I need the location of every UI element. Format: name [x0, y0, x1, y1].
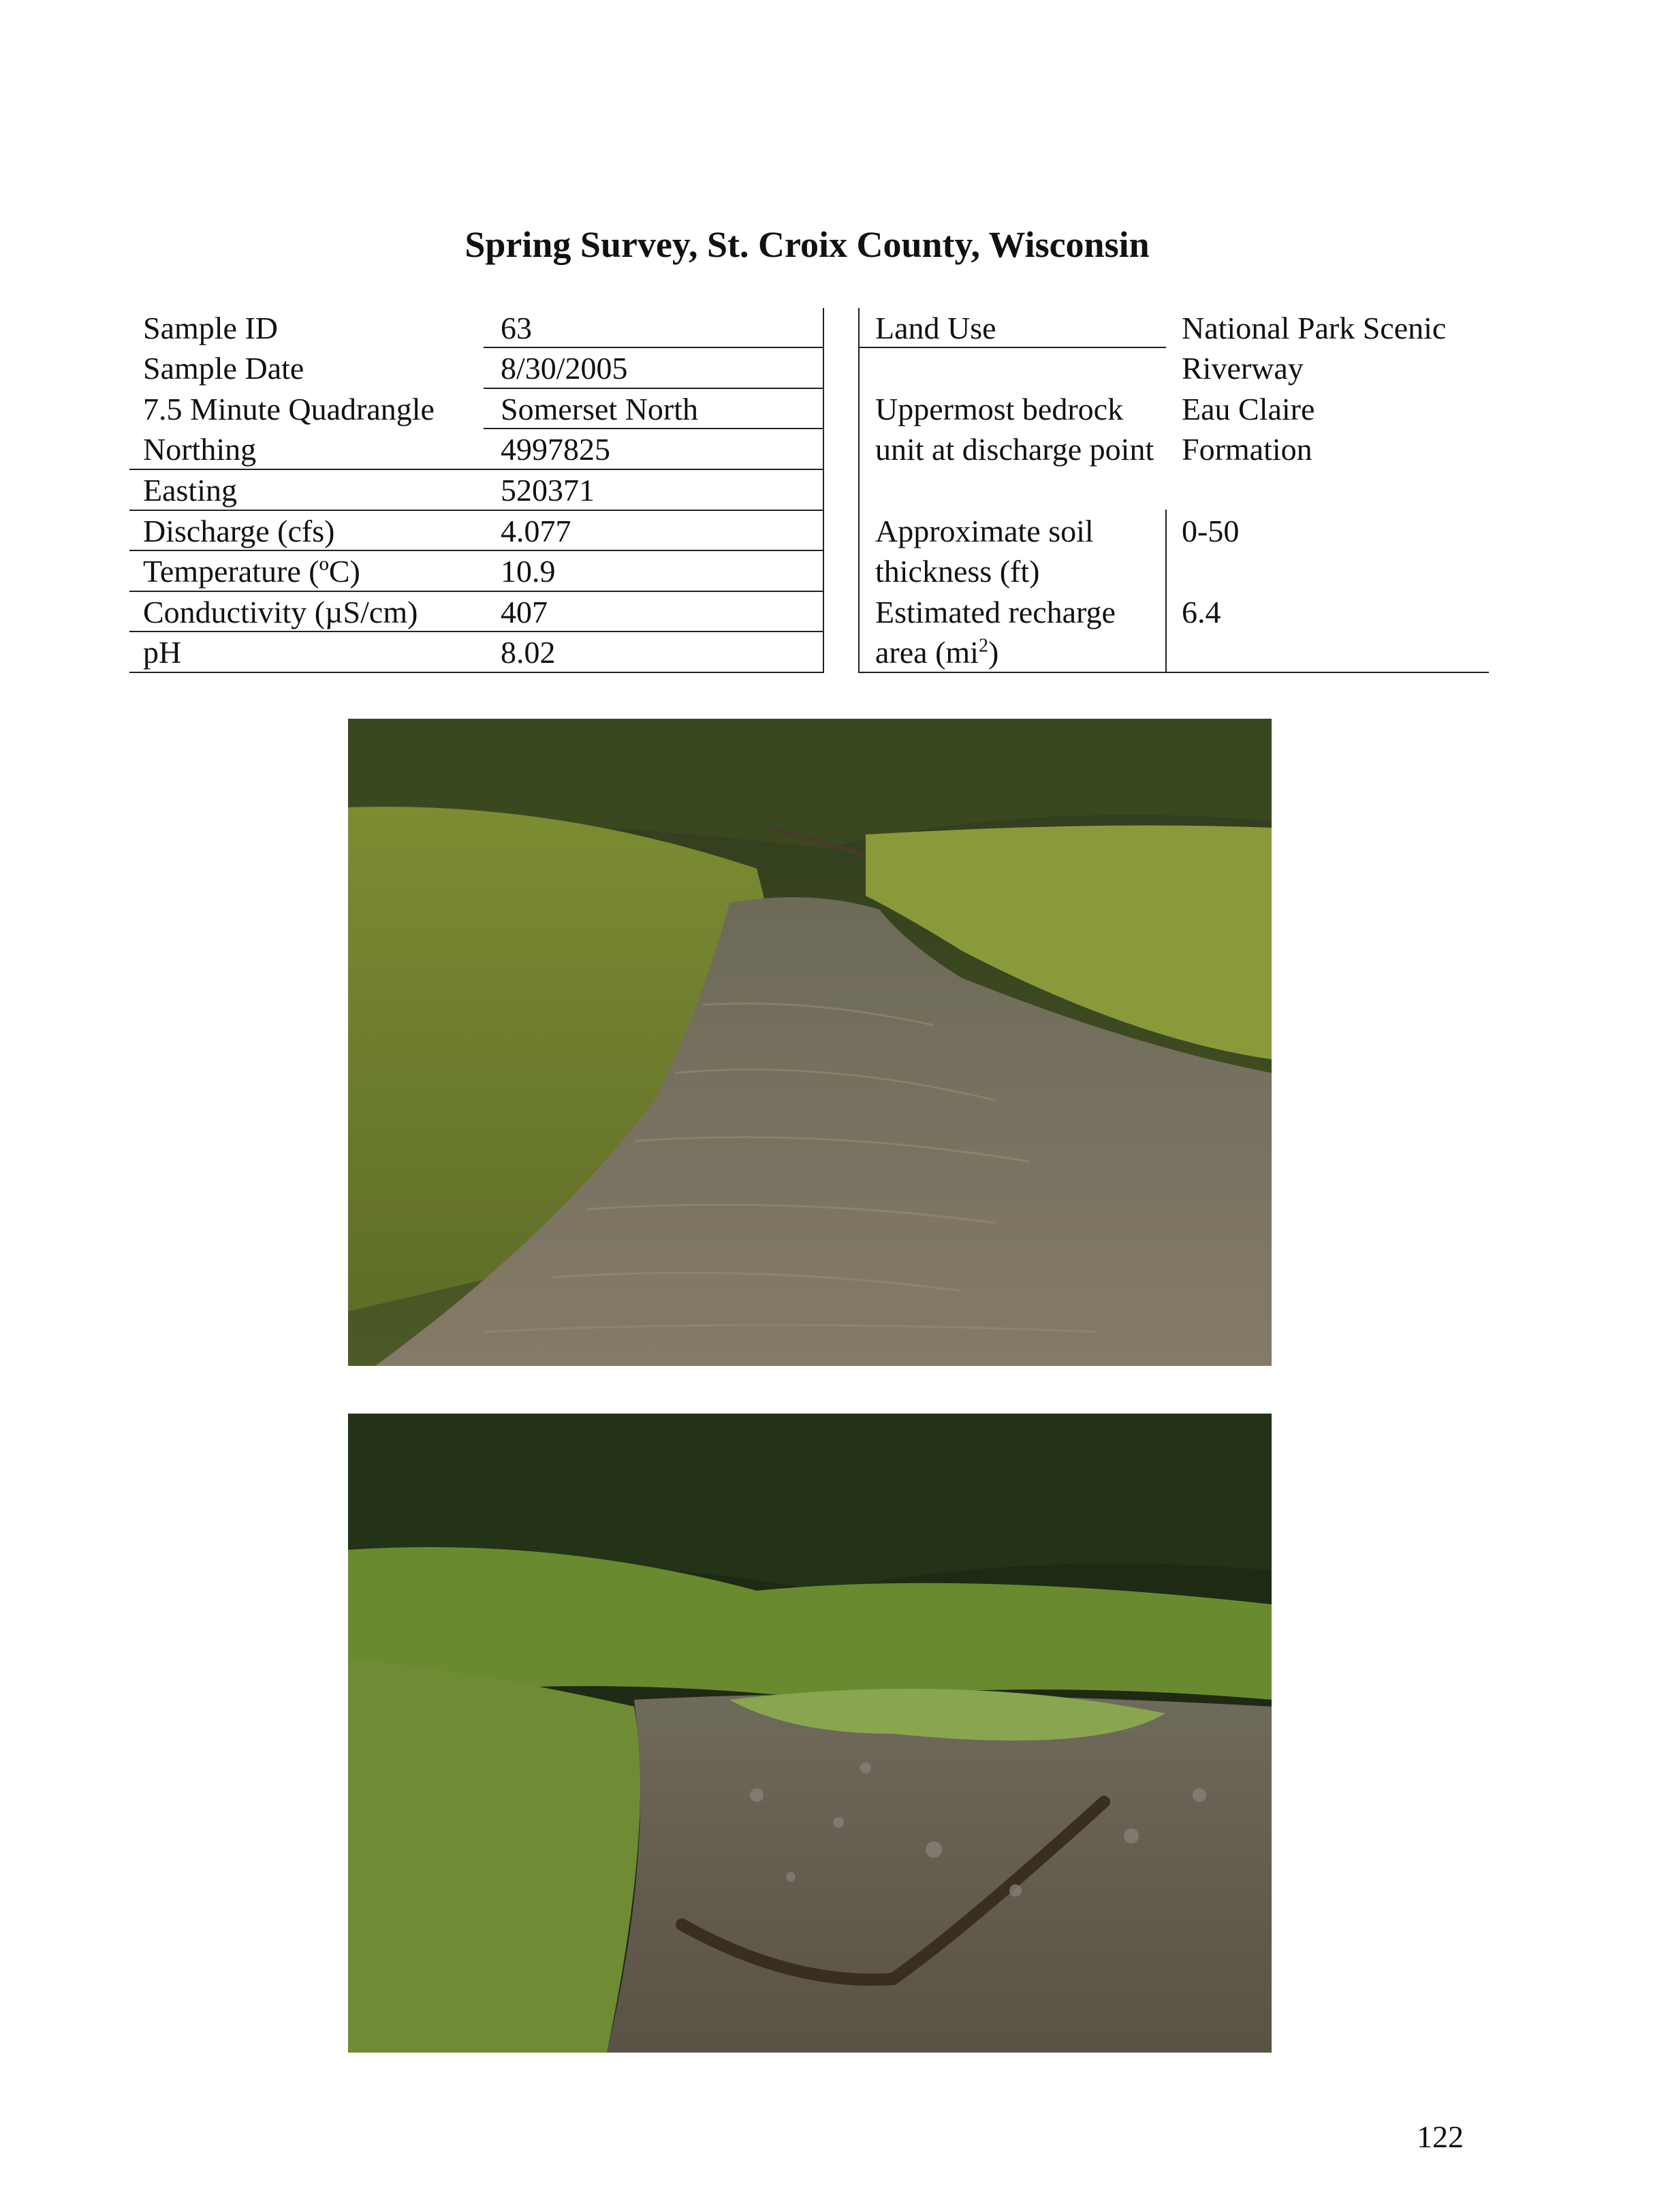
label-discharge: Discharge (cfs)	[143, 514, 335, 548]
stream-photo	[348, 719, 1272, 1366]
value-land-use: National Park Scenic Riverway	[1182, 311, 1447, 386]
table-rule	[858, 308, 860, 673]
label-easting: Easting	[143, 473, 237, 508]
value-easting: 520371	[501, 473, 595, 508]
table-rule	[129, 631, 824, 632]
label-recharge-close: )	[988, 635, 999, 670]
label-conductivity: Conductivity (µS/cm)	[143, 595, 418, 629]
table-rule	[129, 510, 824, 511]
table-rule	[1165, 510, 1167, 673]
label-recharge	[875, 592, 1161, 672]
value-sample-date: 8/30/2005	[501, 351, 628, 386]
page-number: 122	[1417, 2119, 1464, 2154]
label-ph: pH	[143, 635, 182, 670]
label-northing: Northing	[143, 432, 257, 467]
label-quadrangle: 7.5 Minute Quadrangle	[143, 392, 435, 426]
value-temperature: 10.9	[501, 554, 556, 589]
value-northing: 4997825	[501, 432, 610, 467]
value-quadrangle: Somerset North	[501, 392, 699, 426]
label-recharge-sup: 2	[978, 635, 988, 657]
gravel-bed-photo	[348, 1414, 1272, 2053]
table-rule	[129, 550, 824, 551]
label-land-use: Land Use	[875, 311, 996, 345]
table-rule	[860, 347, 1166, 348]
label-sample-id: Sample ID	[143, 311, 279, 345]
table-rule	[484, 347, 824, 348]
value-recharge: 6.4	[1182, 595, 1221, 629]
table-rule	[860, 672, 1489, 673]
value-ph: 8.02	[501, 635, 556, 670]
value-sample-id: 63	[501, 311, 532, 345]
table-rule	[129, 469, 824, 470]
label-sample-date: Sample Date	[143, 351, 304, 386]
table-rule	[823, 308, 824, 673]
value-conductivity: 407	[501, 595, 548, 629]
table-rule	[129, 672, 824, 673]
page-title: Spring Survey, St. Croix County, Wisconsin	[465, 224, 1150, 265]
label-soil: Approximate soil thickness (ft)	[875, 514, 1094, 589]
label-bedrock: Uppermost bedrock unit at discharge point	[875, 392, 1154, 467]
table-rule	[484, 388, 824, 389]
value-bedrock: Eau Claire Formation	[1182, 392, 1315, 467]
value-discharge: 4.077	[501, 514, 571, 548]
table-rule	[129, 591, 824, 592]
table-rule	[484, 428, 824, 429]
value-soil: 0-50	[1182, 514, 1240, 548]
label-recharge-text: Estimated recharge area (mi	[875, 595, 1116, 670]
label-temperature: Temperature (ºC)	[143, 554, 360, 589]
